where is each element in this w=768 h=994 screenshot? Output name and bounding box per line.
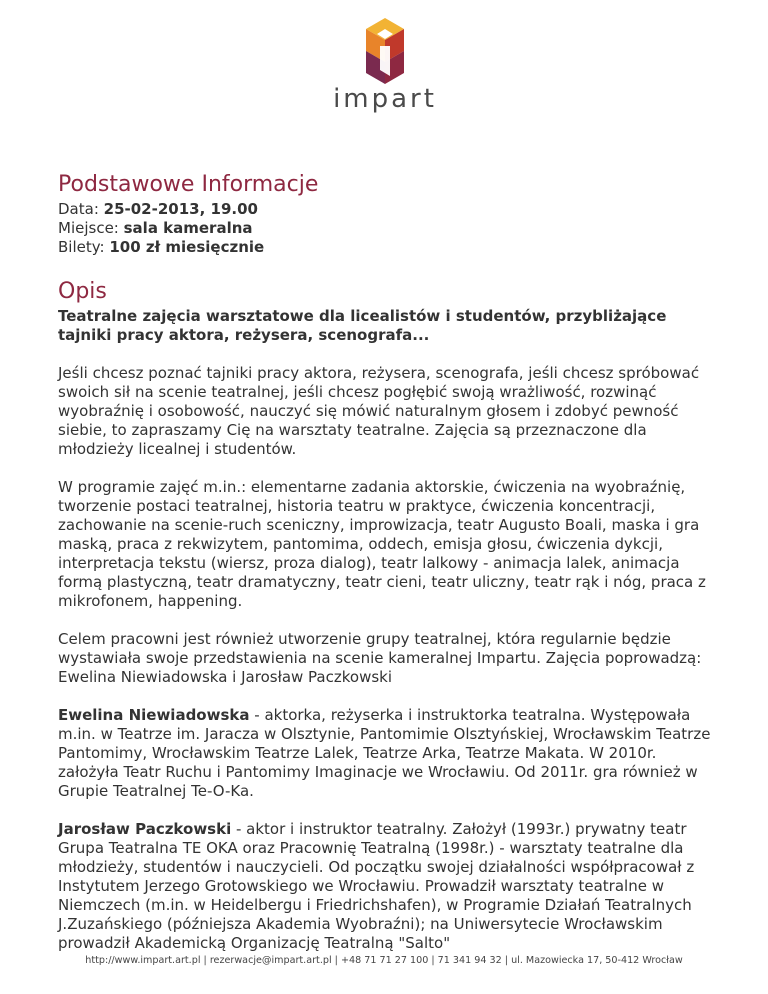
basic-info-heading: Podstawowe Informacje [58,172,319,197]
tickets-row [58,238,718,257]
main-content [58,170,718,972]
date-label: Data: [58,200,104,218]
description-paragraph-1: Jeśli chcesz poznać tajniki pracy aktora, reżysera, scenografa, jeśli chcesz spróbować swoich sił na scenie teatralnej, jeśli chcesz pogłębić swoją wrażliwość, rozwinąć wyobraźnię i osobowość, nauczyć się mówić naturalnym głosem i zdobyć pewność siebie, to zapraszamy Cię na warsztaty teatralne. Zajęcia są przeznaczone dla młodzieży licealnej i studentów. [58,364,700,458]
description-lead: Teatralne zajęcia warsztatowe dla licealistów i studentów, przybliżające tajniki pracy aktora, reżysera, scenografa... [58,307,667,344]
tickets-value: 100 zł miesięcznie [109,238,265,256]
place-row [58,219,718,238]
tickets-label: Bilety: [58,238,110,256]
description-paragraph-3: Celem pracowni jest również utworzenie grupy teatralnej, która regularnie będzie wystawiała swoje przedstawienia na scenie kameralnej Impartu. Zajęcia poprowadzą: Ewelina Niewiadowska i Jarosław Paczkowski [58,630,702,686]
brand-name: impart [333,84,437,114]
date-value: 25-02-2013, 19.00 [103,200,258,218]
bio-jaroslaw-text: - aktor i instruktor teatralny. Założył (1993r.) prywatny teatr Grupa Teatralna TE OKA oraz Pracownię Teatralną (1998r.) - warsztaty teatralne dla młodzieży, studentów i nauczycieli. Od początku swojej działalności współpracował z Instytutem Jerzego Grotowskiego we Wrocławiu. Prowadził warsztaty teatralne w Niemczech (m.in. w Heidelbergu i Friedrichshafen), w Programie Działań Teatralnych J.Zuzańskiego (późniejsza Akademia Wyobraźni); na Uniwersytecie Wrocławskim prowadził Akademicką Organizację Teatralną "Salto" [58,820,695,952]
description-paragraph-2: W programie zajęć m.in.: elementarne zadania aktorskie, ćwiczenia na wyobraźnię, tworzenie postaci teatralnej, historia teatru w praktyce, ćwiczenia koncentracji, zachowanie na scenie-ruch sceniczny, improwizacja, teatr Augusto Boali, maska i gra maską, praca z rekwizytem, pantomima, oddech, emisja głosu, ćwiczenia dykcji, interpretacja tekstu (wiersz, proza dialog), teatr lalkowy - animacja lalek, animacja formą plastyczną, teatr dramatyczny, teatr cieni, teatr uliczny, teatr rąk i nóg, praca z mikrofonem, happening. [58,478,706,610]
place-label: Miejsce: [58,219,124,237]
bio-jaroslaw-name: Jarosław Paczkowski [58,820,232,838]
bio-jaroslaw [58,820,718,953]
date-row [58,200,718,219]
bio-ewelina [58,706,718,801]
bio-ewelina-text: - aktorka, reżyserka i instruktorka teatralna. Występowała m.in. w Teatrze im. Jaracza w Olsztynie, Pantomimie Olsztyńskiej, Wrocławskim Teatrze Pantomimy, Wrocławskim Teatrze Lalek, Teatrze Arka, Teatrze Makata. W 2010r. założyła Teatr Ruchu i Pantomimy Imaginacje we Wrocławiu. Od 2011r. gra również w Grupie Teatralnej Te-O-Ka. [58,706,711,800]
description-heading: Opis [58,279,107,304]
bio-ewelina-name: Ewelina Niewiadowska [58,706,250,724]
footer-contact: http://www.impart.art.pl | rezerwacje@impart.art.pl | +48 71 71 27 100 | 71 341 94 32 | ul. Mazowiecka 17, 50-412 Wrocław [85,955,683,966]
place-value: sala kameralna [123,219,253,237]
